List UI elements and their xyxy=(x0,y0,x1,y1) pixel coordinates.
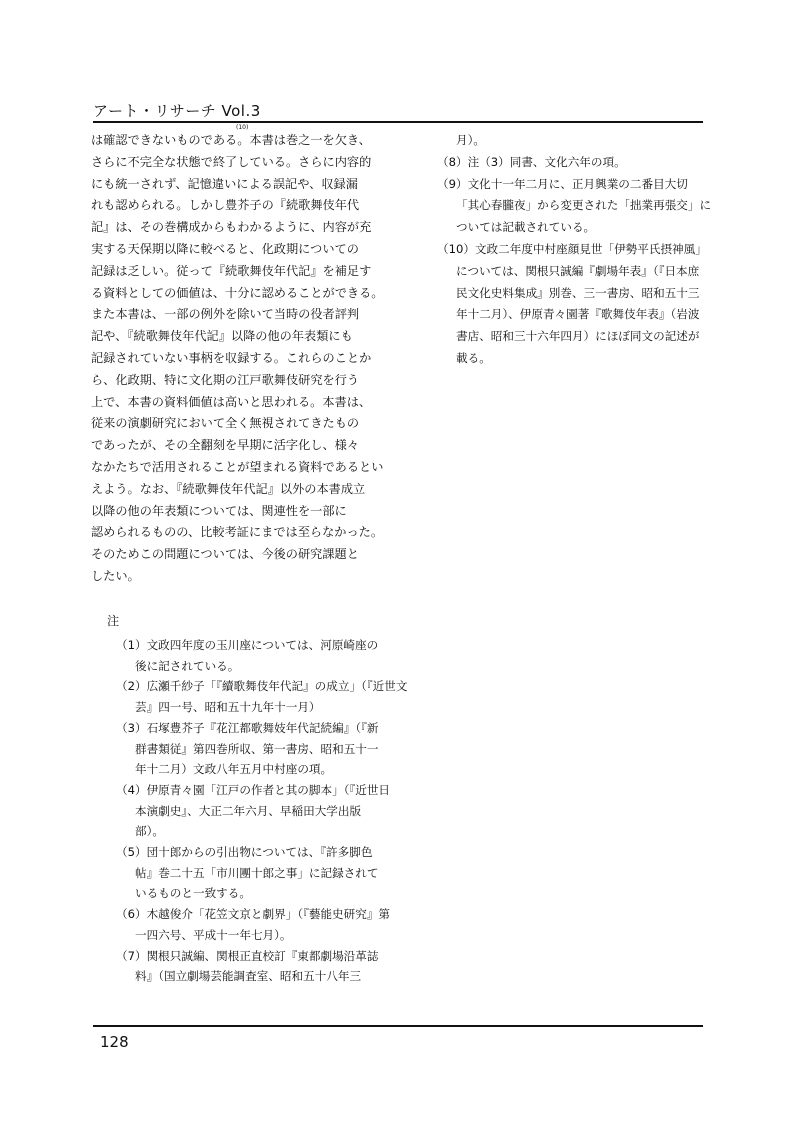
note-first-line: （10）文政二年度中村座顔見世「伊勢平氏摂神風」 xyxy=(437,241,707,256)
note-continuation-line: いるものと一致する。 xyxy=(135,886,251,901)
body-line: れも認められる。しかし豊芥子の『続歌舞伎年代 xyxy=(91,198,360,213)
note-first-line: （6）木越俊介「花笠文京と劇界」（『藝能史研究』第 xyxy=(116,907,391,922)
note-item xyxy=(116,842,396,904)
notes-left-column xyxy=(116,635,408,987)
footnote-ref-superscript: (10) xyxy=(236,124,249,131)
body-line: にも統一されず、記憶違いによる誤記や、収録漏 xyxy=(91,176,358,191)
note-continuation-line: 「其心春朧夜」から変更された「拙業再張交」に xyxy=(456,198,712,213)
body-line: る資料としての価値は、十分に認めることができる。 xyxy=(91,285,384,300)
body-line: そのためこの問題については、今後の研究課題と xyxy=(91,547,359,562)
note-continuation-line: 帖』巻二十五「市川團十郎之事」に記録されて xyxy=(135,865,379,880)
body-line: であったが、その全翻刻を早期に活字化し、様々 xyxy=(91,438,360,453)
note-continuation-line: 月）。 xyxy=(456,133,485,147)
notes-heading: 注 xyxy=(107,614,120,628)
note-item xyxy=(437,239,707,370)
body-line: 従来の演劇研究において全く無視されてきたもの xyxy=(91,416,360,431)
body-line: は確認できないものである。本書は巻之一を欠き、 xyxy=(91,133,371,147)
note-item xyxy=(116,780,396,842)
note-first-line: （2）広瀬千紗子「『續歌舞伎年代記』の成立」（『近世文 xyxy=(116,679,408,694)
body-line: なかたちで活用されることが望まれる資料であるとい xyxy=(91,459,384,474)
notes-right-column xyxy=(437,130,712,370)
body-line: また本書は、一部の例外を除いて当時の役者評判 xyxy=(91,307,360,322)
note-continuation-line: 一四六号、平成十一年七月）。 xyxy=(135,927,292,942)
header-rule xyxy=(93,121,703,123)
note-first-line: （4）伊原青々園「江戸の作者と其の脚本」（『近世日 xyxy=(116,782,391,797)
note-first-line: （5）団十郎からの引出物については、『許多脚色 xyxy=(116,845,373,860)
note-continuation-line: 民文化史料集成』別巻、三一書房、昭和五十三 xyxy=(456,285,700,300)
body-line: 記』は、その巻構成からもわかるように、内容が充 xyxy=(91,220,372,235)
body-line: 記や、『続歌舞伎年代記』以降の他の年表類にも xyxy=(91,329,353,344)
note-item xyxy=(116,676,408,717)
note-item xyxy=(116,946,396,987)
note-continuation-line: 本演劇史』、大正二年六月、早稲田大学出版 xyxy=(135,803,362,818)
note-item xyxy=(116,635,396,676)
body-line: 記録は乏しい。従って『続歌舞伎年代記』を補足す xyxy=(91,263,372,278)
note-continuation-line: 料』（国立劇場芸能調査室、昭和五十八年三 xyxy=(135,969,362,984)
note-first-line: （7）関根只誠編、関根正直校訂『東都劇場沿革誌 xyxy=(116,948,379,963)
body-line: さらに不完全な状態で終了している。さらに内容的 xyxy=(91,154,372,169)
body-line: 以降の他の年表類については、関連性を一部に xyxy=(91,503,347,518)
note-first-line: （8）注（3）同書、文化六年の項。 xyxy=(437,154,626,169)
body-text-column xyxy=(91,130,391,588)
note-item xyxy=(437,152,707,174)
note-continuation-line: については、関根只誠編『劇場年表』（『日本庶 xyxy=(456,263,700,278)
note-item xyxy=(116,718,396,780)
note-continuation-line: ついては記載されている。 xyxy=(456,220,596,235)
note-continuation-line: 後に記されている。 xyxy=(135,658,240,673)
body-line: えよう。なお、『続歌舞伎年代記』以外の本書成立 xyxy=(91,481,366,496)
note-first-line: （3）石塚豊芥子『花江都歌舞妓年代記続編』（『新 xyxy=(116,720,379,735)
body-line: 実する天保期以降に較べると、化政期についての xyxy=(91,241,359,256)
body-line: したい。 xyxy=(91,568,140,583)
body-line: ら、化政期、特に文化期の江戸歌舞伎研究を行う xyxy=(91,372,360,387)
body-line: 上で、本書の資料価値は高いと思われる。本書は、 xyxy=(91,394,372,409)
note-continuation-line: 群書類従』第四巻所収、第一書房、昭和五十一 xyxy=(135,741,379,756)
journal-title: アート・リサーチ Vol.3 xyxy=(93,102,261,120)
note-first-line: （9）文化十一年二月に、正月興業の二番目大切 xyxy=(437,176,688,191)
note-continuation-line: 芸』四一号、昭和五十九年十一月） xyxy=(135,700,321,715)
page-number: 128 xyxy=(100,1033,129,1051)
note-continuation-line: 年十二月）文政八年五月中村座の項。 xyxy=(135,762,333,777)
note-item xyxy=(437,130,707,152)
note-continuation-line: 載る。 xyxy=(456,350,491,365)
note-first-line: （1）文政四年度の玉川座については、河原崎座の xyxy=(116,638,379,652)
note-continuation-line: 書店、昭和三十六年四月）にほぼ同文の記述が xyxy=(456,329,700,344)
note-continuation-line: 部）。 xyxy=(135,824,164,839)
note-item xyxy=(437,174,712,239)
note-item xyxy=(116,904,396,945)
note-continuation-line: 年十二月）、伊原青々園著『歌舞伎年表』（岩波 xyxy=(456,307,700,322)
body-line: 認められるものの、比較考証にまでは至らなかった。 xyxy=(91,525,384,540)
footer-rule xyxy=(93,1025,703,1027)
body-line: 記録されていない事柄を収録する。これらのことか xyxy=(91,350,372,365)
